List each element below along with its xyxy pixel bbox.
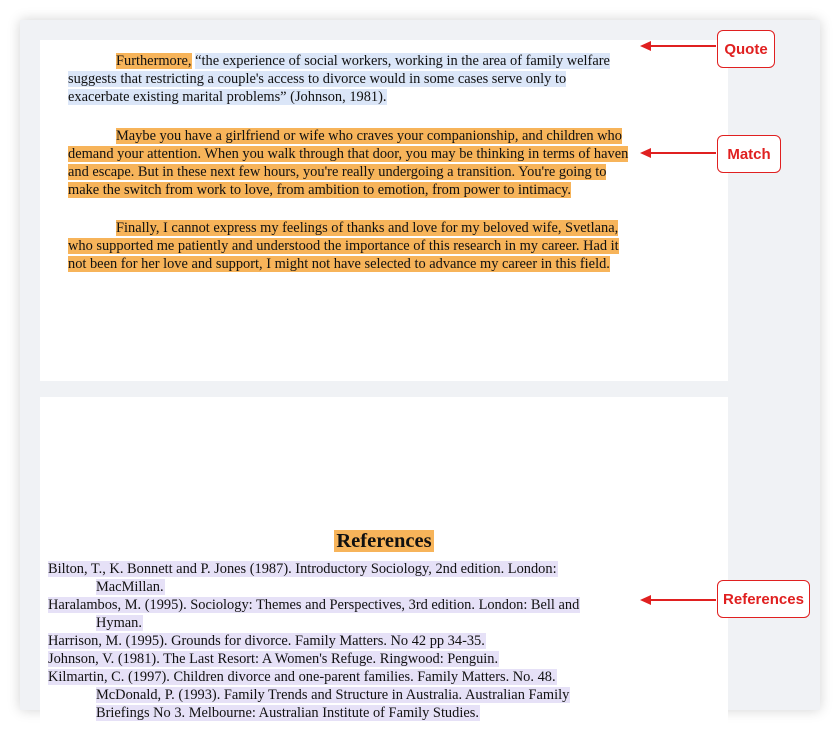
quote-paragraph [68, 52, 708, 106]
match-label: Match [717, 135, 781, 173]
reference-entry: Bilton, T., K. Bonnett and P. Jones (1987). Introductory Sociology, 2nd edition. London: [48, 561, 557, 577]
match-text-line: and escape. But in these next few hours, you're really undergoing a transition. You're going to [68, 164, 607, 180]
reference-entry: Johnson, V. (1981). The Last Resort: A Women's Refuge. Ringwood: Penguin. [48, 651, 499, 667]
match-text-line: Maybe you have a girlfriend or wife who craves your companionship, and children who [116, 128, 622, 144]
match-paragraph-1 [68, 127, 708, 199]
match-text-line: not been for her love and support, I might not have selected to advance my career in this field. [68, 256, 610, 272]
reference-entry: Harrison, M. (1995). Grounds for divorce. Family Matters. No 42 pp 34-35. [48, 633, 485, 649]
references-heading-text: References [336, 530, 432, 552]
reference-entry: Kilmartin, C. (1997). Children divorce and one-parent families. Family Matters. No. 48. [48, 669, 556, 685]
references-arrow-icon [638, 592, 718, 608]
match-text-line: demand your attention. When you walk through that door, you may be thinking in terms of haven [68, 146, 629, 162]
match-paragraph-2 [68, 219, 708, 273]
reference-entry-cont: Briefings No 3. Melbourne: Australian Institute of Family Studies. [96, 705, 479, 721]
references-list [48, 560, 688, 722]
reference-entry-cont: Hyman. [96, 615, 142, 631]
document-page-1 [40, 40, 728, 381]
reference-entry-cont: McDonald, P. (1993). Family Trends and Structure in Australia. Australian Family [96, 687, 570, 703]
document-page-2 [40, 397, 728, 730]
reference-entry: Haralambos, M. (1995). Sociology: Themes and Perspectives, 3rd edition. London: Bell and [48, 597, 580, 613]
quote-text-line: suggests that restricting a couple's access to divorce would in some cases serve only to [68, 71, 567, 87]
quote-lead-match: Furthermore, [116, 53, 192, 69]
match-text-line: Finally, I cannot express my feelings of thanks and love for my beloved wife, Svetlana, [116, 220, 619, 236]
references-label: References [717, 580, 810, 618]
match-text-line: make the switch from work to love, from ambition to emotion, from power to intimacy. [68, 182, 572, 198]
quote-text-line: “the experience of social workers, working in the area of family welfare [195, 53, 610, 69]
reference-entry-cont: MacMillan. [96, 579, 164, 595]
match-arrow-icon [638, 145, 718, 161]
quote-label: Quote [717, 30, 775, 68]
match-text-line: who supported me patiently and understood the importance of this research in my career. Had it [68, 238, 619, 254]
quote-arrow-icon [638, 38, 718, 54]
references-heading [40, 529, 728, 553]
quote-text-line: exacerbate existing marital problems” (Johnson, 1981). [68, 89, 387, 105]
